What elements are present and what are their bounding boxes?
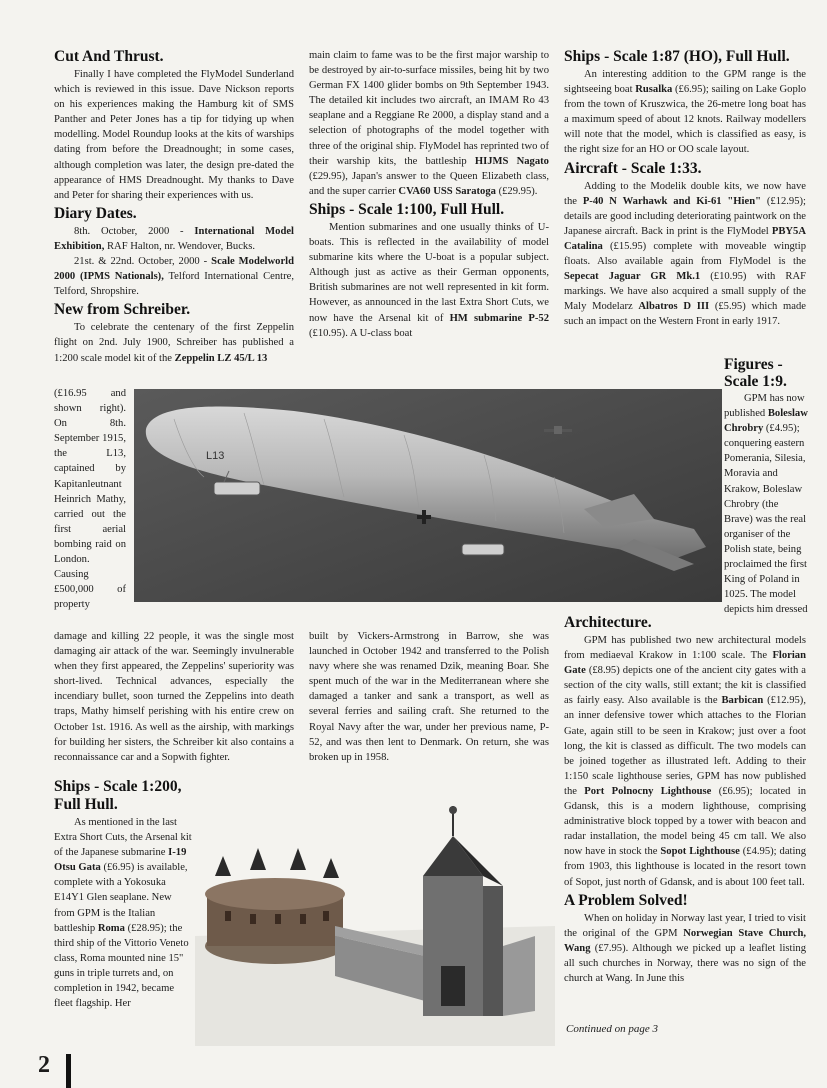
- figures-heading: Figures - Scale 1:9.: [724, 356, 787, 390]
- right-column-bottom: [564, 614, 806, 1018]
- page-number: 2: [38, 1052, 50, 1078]
- diary-dates-heading: Diary Dates.: [54, 204, 137, 222]
- page-number-bar: [66, 1054, 71, 1088]
- cut-and-thrust-body: Finally I have completed the FlyModel Sunderland which is reviewed in this issue. Dave Nickson reports on his experiences making the Hamburg kit of SMS Panther and Peter Jones has a tip for tidying up when modelling. Model Roundup looks at the kits of warships dating from before the Dreadnought; in some cases, although completion was later, the design pre-dated the appearance of HMS Dreadnought. My thanks to Dave and Peter for sharing their experiences with us.: [54, 69, 294, 201]
- krakow-gate-photo: [195, 796, 555, 1046]
- schreiber-continuation: damage and killing 22 people, it was the single most damaging air attack of the war. Seemingly invulnerable when they first appeared, the Zeppelins' superiority was short-lived. Technical advances, especially the incendiary bullet, soon turned the Zeppelins into death traps, Mathy himself perishing with his entire crew on October 1st. 1916. As well as the airship, with markings for building her sisters, the Schreiber kit also contains a reconnaissance car and a Sopwith fighter.: [54, 631, 294, 763]
- diary-entry-2: 21st. & 22nd. October, 2000 - Scale Modelworld 2000 (IPMS Nationals), Telford International Centre, Telford, Shropshire.: [54, 256, 294, 298]
- cut-and-thrust-heading: Cut And Thrust.: [54, 48, 164, 65]
- figures-section: [724, 356, 808, 616]
- aircraft-heading: Aircraft - Scale 1:33.: [564, 159, 702, 177]
- continued-note: Continued on page 3: [566, 1023, 658, 1035]
- left-column-top: [54, 48, 294, 388]
- problem-solved-heading: A Problem Solved!: [564, 891, 688, 909]
- ships-200-section: [54, 778, 194, 1048]
- gondola-rear: [462, 544, 504, 555]
- roma-continuation: main claim to fame was to be the first major warship to be destroyed by air-to-surface missiles, being hit by two German FX 1400 glider bombs on 9th September 1943. The detailed kit includes two aircraft, an IMAM Ro 43 seaplane and a Reggiane Re 2000, a display stand and a selection of photographs of the model together with three of the original ship. FlyModel has reprinted two of their warship kits, the battleship HIJMS Nagato (£29.95), Japan's answer to the Queen Elizabeth class, and the super carrier CVA60 USS Saratoga (£29.95).: [309, 50, 549, 197]
- architecture-heading: Architecture.: [564, 614, 652, 631]
- ships-200-body: As mentioned in the last Extra Short Cuts, the Arsenal kit of the Japanese submarine I-19 Otsu Gata (£6.95) is available, complete with a Yokosuka E14Y1 Glen seaplane. New from GPM is the Italian battleship Roma (£28.95); the third ship of the Vittorio Veneto class, Roma mounted nine 15" guns in triple turrets and, on completion in 1942, became fleet flagship. Her: [54, 817, 192, 1010]
- architecture-body: GPM has published two new architectural models from mediaeval Krakow in 1:100 scale. The Florian Gate (£8.95) depicts one of the ancient city gates with a section of the city walls, still extant; the kit is classified as fairly easy. Also available is the Barbican (£12.95), an inner defensive tower which attaches to the Florian Gate, again still to be seen in Krakow; just over a foot long, the kit is classed as difficult. The two models can be joined together as illustrated left. Adding to their 1:150 scale lighthouse series, GPM has now published the Port Polnocny Lighthouse (£6.95); located in Gdansk, this is a modern lighthouse, comprising administrative block topped by a tower with beacon and radar installation, the model being 45 cm tall. We also now have in stock the Sopot Lighthouse (£4.95); dating from 1903, this lighthouse is located in the resort town of Sopot, just north of Gdansk, and is about 100 feet tall.: [564, 635, 806, 888]
- ships-200-heading: Ships - Scale 1:200, Full Hull.: [54, 778, 182, 813]
- figures-body: GPM has now published Boleslaw Chrobry (£4.95); conquering eastern Pomerania, Silesia, Moravia and Krakow, Boleslaw Chrobry (the Brave) was the real organiser of the Polish state, being proclaimed the first King of Poland in 1025. The model depicts him dressed: [724, 393, 808, 616]
- ships-100-continuation: built by Vickers-Armstrong in Barrow, she was launched in October 1942 and transferred to the Polish navy where she was renamed Dzik, meaning Boar. She spent much of the war in the Mediterranean where she damaged a tanker and sank a transport, as well as several ferries and sailing craft. She returned to the Royal Navy after the war, under her previous name, P-52, and was then lent to Denmark. On return, she was broken up in 1958.: [309, 631, 549, 763]
- side-wall-model: [503, 936, 535, 1016]
- schreiber-heading: New from Schreiber.: [54, 301, 191, 319]
- diary-entry-1: 8th. October, 2000 - International Model Exhibition, RAF Halton, nr. Wendover, Bucks.: [54, 225, 294, 252]
- zeppelin-marking: L13: [206, 450, 225, 462]
- schreiber-intro: To celebrate the centenary of the first Zeppelin flight on 2nd. July 1900, Schreiber has published a 1:200 scale model kit of the Zeppelin LZ 45/L 13: [54, 322, 294, 364]
- ships-100-heading: Ships - Scale 1:100, Full Hull.: [309, 200, 505, 218]
- ships-87-heading: Ships - Scale 1:87 (HO), Full Hull.: [564, 48, 790, 65]
- ships-100-body: Mention submarines and one usually thinks of U-boats. This is reflected in the availability of model submarine kits where the U-boat is a popular subject. Although just as active as their German opponents, British submarines are not well represented in kit form. However, as announced in the last Extra Short Cuts, we now have the Arsenal kit of HM submarine P-52 (£10.95). A U-class boat: [309, 221, 549, 339]
- right-column-top: [564, 48, 806, 358]
- aircraft-body: Adding to the Modelik double kits, we now have the P-40 N Warhawk and Ki-61 "Hien" (£12.95); details are good including deteriorating paintwork on the Japanese aircraft. Back in print is the FlyModel PBY5A Catalina (£15.95) complete with moveable wingtip floats. Also available again from FlyModel is the Sepecat Jaguar GR Mk.1 (£10.95) with RAF markings. We have also acquired a small supply of the Maly Modelarz Albatros D III (£5.95) which made such an impact on the Western Front in early 1917.: [564, 180, 806, 328]
- schreiber-narrow-text: (£16.95 and shown right). On 8th. September 1915, the L13, captained by Kapitanleutnant Heinrich Mathy, carried out the first aerial bombing raid on London. Causing £500,000 of property: [54, 388, 126, 611]
- middle-column-top: [309, 48, 549, 388]
- problem-solved-body: When on holiday in Norway last year, I tried to visit the original of the GPM Norwegian Stave Church, Wang (£7.95). Although we picked up a leaflet listing all such churches in Norway, there was no sign of the church at Wang. In June this: [564, 912, 806, 984]
- ships-87-body: An interesting addition to the GPM range is the sightseeing boat Rusalka (£6.95); sailing on Lake Goplo from the town of Kruszwica, the 26-metre long boat has a maximum speed of about 12 knots. Railway modellers will note that the model, which is classified as easy, is the right size for an HO or OO scale layout.: [564, 69, 806, 156]
- zeppelin-photo: [134, 389, 722, 602]
